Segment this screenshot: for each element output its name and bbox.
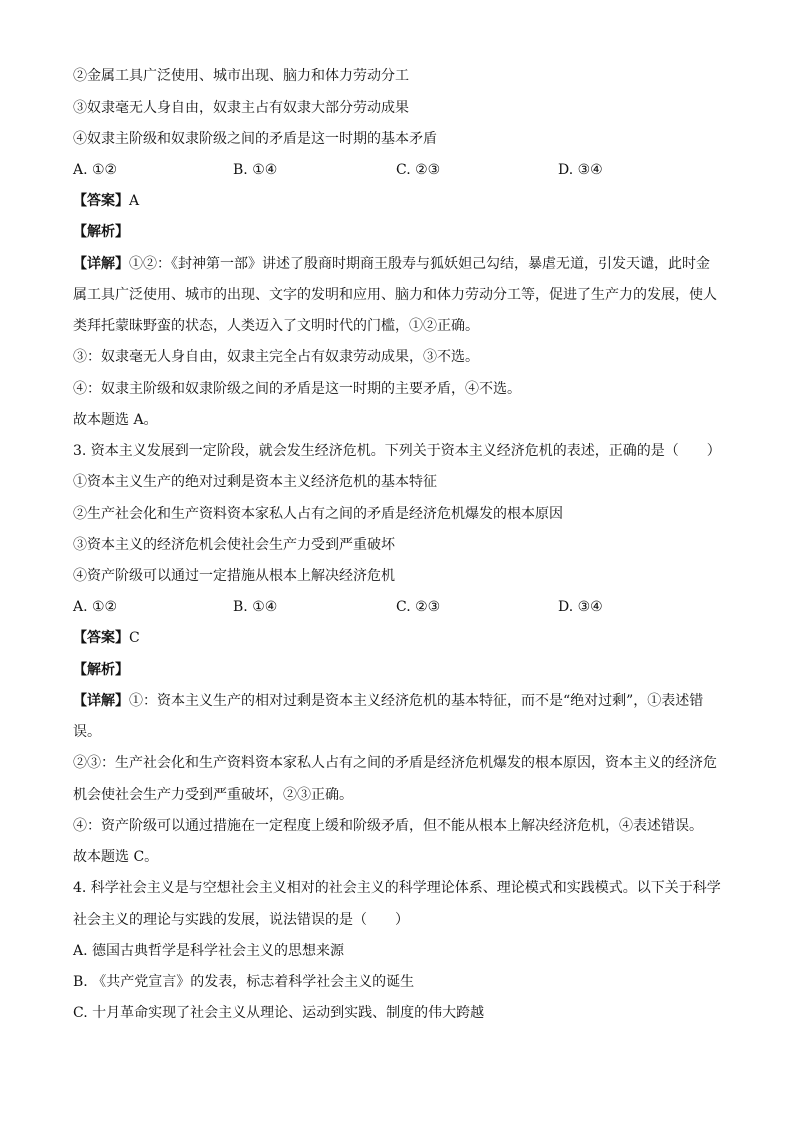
answer-label: 【答案】 xyxy=(73,193,129,209)
q3-item-1: ①资本主义生产的绝对过剩是资本主义经济危机的基本特征 xyxy=(73,474,437,490)
q2-detail-line-1: 【详解】①②：《封神第一部》讲述了殷商时期商王殷寿与狐妖妲己勾结，暴虐无道，引发天谴，此时金 xyxy=(73,256,710,272)
q3-option-a: A. ①② xyxy=(73,599,118,615)
q2-analysis-label: 【解析】 xyxy=(73,224,129,240)
q2-detail-line-4: ③：奴隶毫无人身自由，奴隶主完全占有奴隶劳动成果，③不选。 xyxy=(73,349,479,365)
q3-conclusion: 故本题选 C。 xyxy=(73,849,159,865)
answer-value: A xyxy=(129,193,140,209)
q4-option-a: A. 德国古典哲学是科学社会主义的思想来源 xyxy=(73,943,345,959)
q2-item-2: ②金属工具广泛使用、城市出现、脑力和体力劳动分工 xyxy=(73,68,409,84)
q3-detail-line-4: 机会使社会生产力受到严重破坏，②③正确。 xyxy=(73,787,353,803)
q2-option-b: B. ①④ xyxy=(233,162,278,178)
q2-conclusion: 故本题选 A。 xyxy=(73,412,158,428)
q2-option-a: A. ①② xyxy=(73,162,118,178)
q3-stem: 3. 资本主义发展到一定阶段，就会发生经济危机。下列关于资本主义经济危机的表述，正确的是（ ） xyxy=(73,443,721,459)
answer-label: 【答案】 xyxy=(73,630,129,646)
q2-answer xyxy=(73,192,723,210)
q2-item-4: ④奴隶主阶级和奴隶阶级之间的矛盾是这一时期的基本矛盾 xyxy=(73,131,437,147)
q3-detail-line-1: 【详解】①：资本主义生产的相对过剩是资本主义经济危机的基本特征，而不是“绝对过剩”，①表述错 xyxy=(73,693,704,709)
q3-option-c: C. ②③ xyxy=(396,599,441,615)
detail-label: 【详解】 xyxy=(73,693,129,709)
answer-value: C xyxy=(129,630,140,646)
q2-option-d: D. ③④ xyxy=(558,162,603,178)
q4-stem-line-2: 社会主义的理论与实践的发展，说法错误的是（ ） xyxy=(73,912,409,928)
q2-item-3: ③奴隶毫无人身自由，奴隶主占有奴隶大部分劳动成果 xyxy=(73,100,409,116)
q3-option-b: B. ①④ xyxy=(233,599,278,615)
q2-option-c: C. ②③ xyxy=(396,162,441,178)
q3-analysis-label: 【解析】 xyxy=(73,662,129,678)
q2-detail-line-2: 属工具广泛使用、城市的出现、文字的发明和应用、脑力和体力劳动分工等，促进了生产力的发展，使人 xyxy=(73,287,717,303)
q3-option-d: D. ③④ xyxy=(558,599,603,615)
q4-option-b: B. 《共产党宣言》的发表，标志着科学社会主义的诞生 xyxy=(73,974,415,990)
q3-item-3: ③资本主义的经济危机会使社会生产力受到严重破坏 xyxy=(73,537,395,553)
q3-item-2: ②生产社会化和生产资料资本家私人占有之间的矛盾是经济危机爆发的根本原因 xyxy=(73,506,563,522)
q3-answer xyxy=(73,629,723,647)
q3-item-4: ④资产阶级可以通过一定措施从根本上解决经济危机 xyxy=(73,568,395,584)
q2-detail-line-3: 类拜托蒙昧野蛮的状态，人类迈入了文明时代的门槛，①②正确。 xyxy=(73,318,479,334)
q3-detail-line-5: ④：资产阶级可以通过措施在一定程度上缓和阶级矛盾，但不能从根本上解决经济危机，④表述错误。 xyxy=(73,818,703,834)
q3-detail-line-2: 误。 xyxy=(73,724,101,740)
q4-option-c: C. 十月革命实现了社会主义从理论、运动到实践、制度的伟大跨越 xyxy=(73,1005,485,1021)
q3-detail-line-3: ②③：生产社会化和生产资料资本家私人占有之间的矛盾是经济危机爆发的根本原因，资本主义的经济危 xyxy=(73,755,717,771)
detail-label: 【详解】 xyxy=(73,256,129,272)
q2-detail-line-5: ④：奴隶主阶级和奴隶阶级之间的矛盾是这一时期的主要矛盾，④不选。 xyxy=(73,381,521,397)
q4-stem-line-1: 4. 科学社会主义是与空想社会主义相对的社会主义的科学理论体系、理论模式和实践模式。以下关于科学 xyxy=(73,880,721,896)
